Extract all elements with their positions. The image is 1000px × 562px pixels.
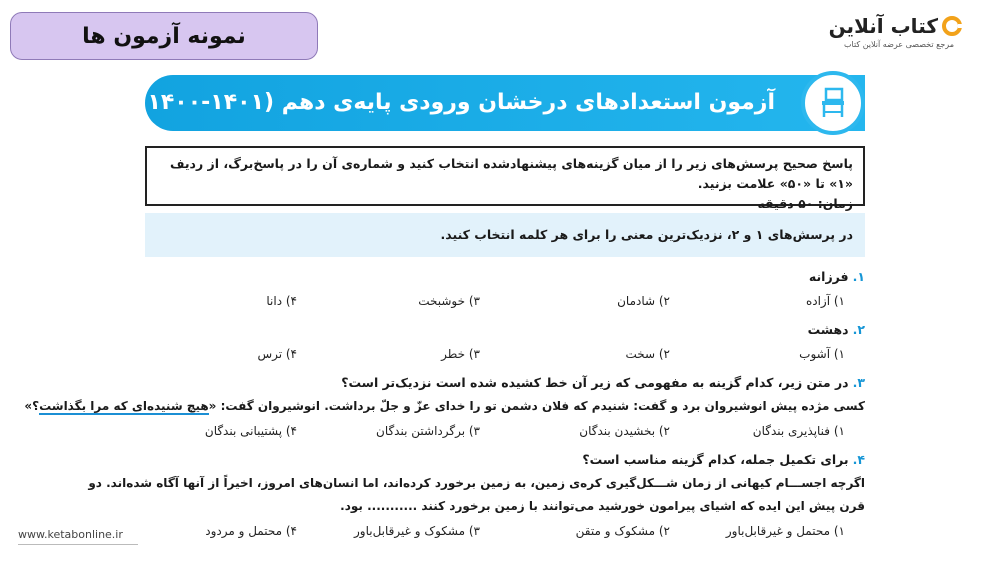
question-3 bbox=[341, 375, 865, 390]
question-4 bbox=[582, 452, 865, 467]
option-2[interactable]: ۲) شادمان bbox=[617, 294, 670, 308]
question-2 bbox=[808, 322, 865, 337]
question-text: برای تکمیل جمله، کدام گزینه مناسب است؟ bbox=[582, 452, 849, 467]
option-4[interactable]: ۴) دانا bbox=[266, 294, 297, 308]
sample-exams-badge: نمونه آزمون ها bbox=[10, 12, 318, 60]
ketab-online-logo bbox=[812, 14, 962, 60]
passage-text: کسی مژده پیش انوشیروان برد و گفت: شنیدم که فلان دشمن تو را خدای عزّ و جلّ برداشت. انوشیروان گفت: « bbox=[208, 399, 865, 413]
section-hint: در پرسش‌های ۱ و ۲، نزدیک‌ترین معنی را برای هر کلمه انتخاب کنید. bbox=[145, 213, 865, 257]
logo-ring-icon bbox=[942, 16, 962, 36]
option-1[interactable]: ۱) فناپذیری بندگان bbox=[752, 424, 845, 438]
question-text: فرزانه bbox=[808, 269, 849, 284]
option-4[interactable]: ۴) محتمل و مردود bbox=[205, 524, 297, 538]
option-3[interactable]: ۳) مشکوک و غیرقابل‌باور bbox=[354, 524, 480, 538]
question-number: ۳. bbox=[852, 375, 865, 390]
footer-divider bbox=[18, 544, 138, 545]
desk-chair-icon bbox=[801, 71, 865, 135]
option-1[interactable]: ۱) آزاده bbox=[805, 294, 845, 308]
option-3[interactable]: ۳) خوشبخت bbox=[418, 294, 480, 308]
logo-name: کتاب آنلاین bbox=[828, 14, 938, 38]
exam-title: آزمون استعدادهای درخشان ورودی پایه‌ی دهم (۱۴۰۱-۱۴۰۰) bbox=[137, 90, 775, 115]
question-1-options bbox=[145, 294, 845, 314]
question-4-options bbox=[145, 524, 845, 544]
option-3[interactable]: ۳) خطر bbox=[441, 347, 480, 361]
question-1 bbox=[809, 269, 865, 284]
website-url[interactable]: www.ketabonline.ir bbox=[18, 528, 123, 541]
instructions-box bbox=[145, 146, 865, 211]
option-2[interactable]: ۲) بخشیدن بندگان bbox=[579, 424, 670, 438]
question-number: ۲. bbox=[852, 322, 865, 337]
question-number: ۱. bbox=[852, 269, 865, 284]
question-4-passage-line-2: قرن پیش این ایده که اشیای پیرامون خورشید می‌توانند با زمین برخورد کنند ........... بود. bbox=[340, 499, 865, 513]
question-text: در متن زیر، کدام گزینه به مفهومی که زیر آن خط کشیده شده است نزدیک‌تر است؟ bbox=[341, 375, 849, 390]
question-number: ۴. bbox=[852, 452, 865, 467]
option-3[interactable]: ۳) برگرداشتن بندگان bbox=[376, 424, 480, 438]
exam-title-bar bbox=[137, 75, 865, 131]
passage-underlined-phrase: هیچ شنیده‌ای که مرا بگذاشت bbox=[39, 399, 209, 413]
instructions-time: زمان: ۵۰ دقیقه bbox=[757, 196, 853, 211]
option-4[interactable]: ۴) پشتیبانی بندگان bbox=[204, 424, 297, 438]
question-2-options bbox=[145, 347, 845, 367]
logo-tagline: مرجع تخصصی عرضه آنلاین کتاب bbox=[843, 40, 954, 49]
option-1[interactable]: ۱) آشوب bbox=[799, 347, 845, 361]
option-1[interactable]: ۱) محتمل و غیرقابل‌باور bbox=[725, 524, 845, 538]
question-3-options bbox=[145, 424, 845, 444]
option-2[interactable]: ۲) سخت bbox=[625, 347, 670, 361]
option-2[interactable]: ۲) مشکوک و متقن bbox=[575, 524, 670, 538]
question-text: دهشت bbox=[807, 322, 849, 337]
passage-text-end: ؟» bbox=[24, 399, 40, 413]
question-4-passage-line-1: اگرچه اجســـام کیهانی از زمان شـــکل‌گیری کره‌ی زمین، به زمین برخورد کرده‌اند، اما انسان‌های امروز، اخیراً از آنها آگاه شده‌اند. دو bbox=[88, 476, 865, 490]
option-4[interactable]: ۴) ترس bbox=[257, 347, 297, 361]
instructions-line-1: پاسخ صحیح پرسش‌های زیر را از میان گزینه‌های پیشنهادشده انتخاب کنید و شماره‌ی آن را در پاسخ‌برگ، از ردیف «۱» تا «۵۰» علامت بزنید. bbox=[169, 156, 853, 191]
question-3-passage bbox=[24, 399, 865, 413]
